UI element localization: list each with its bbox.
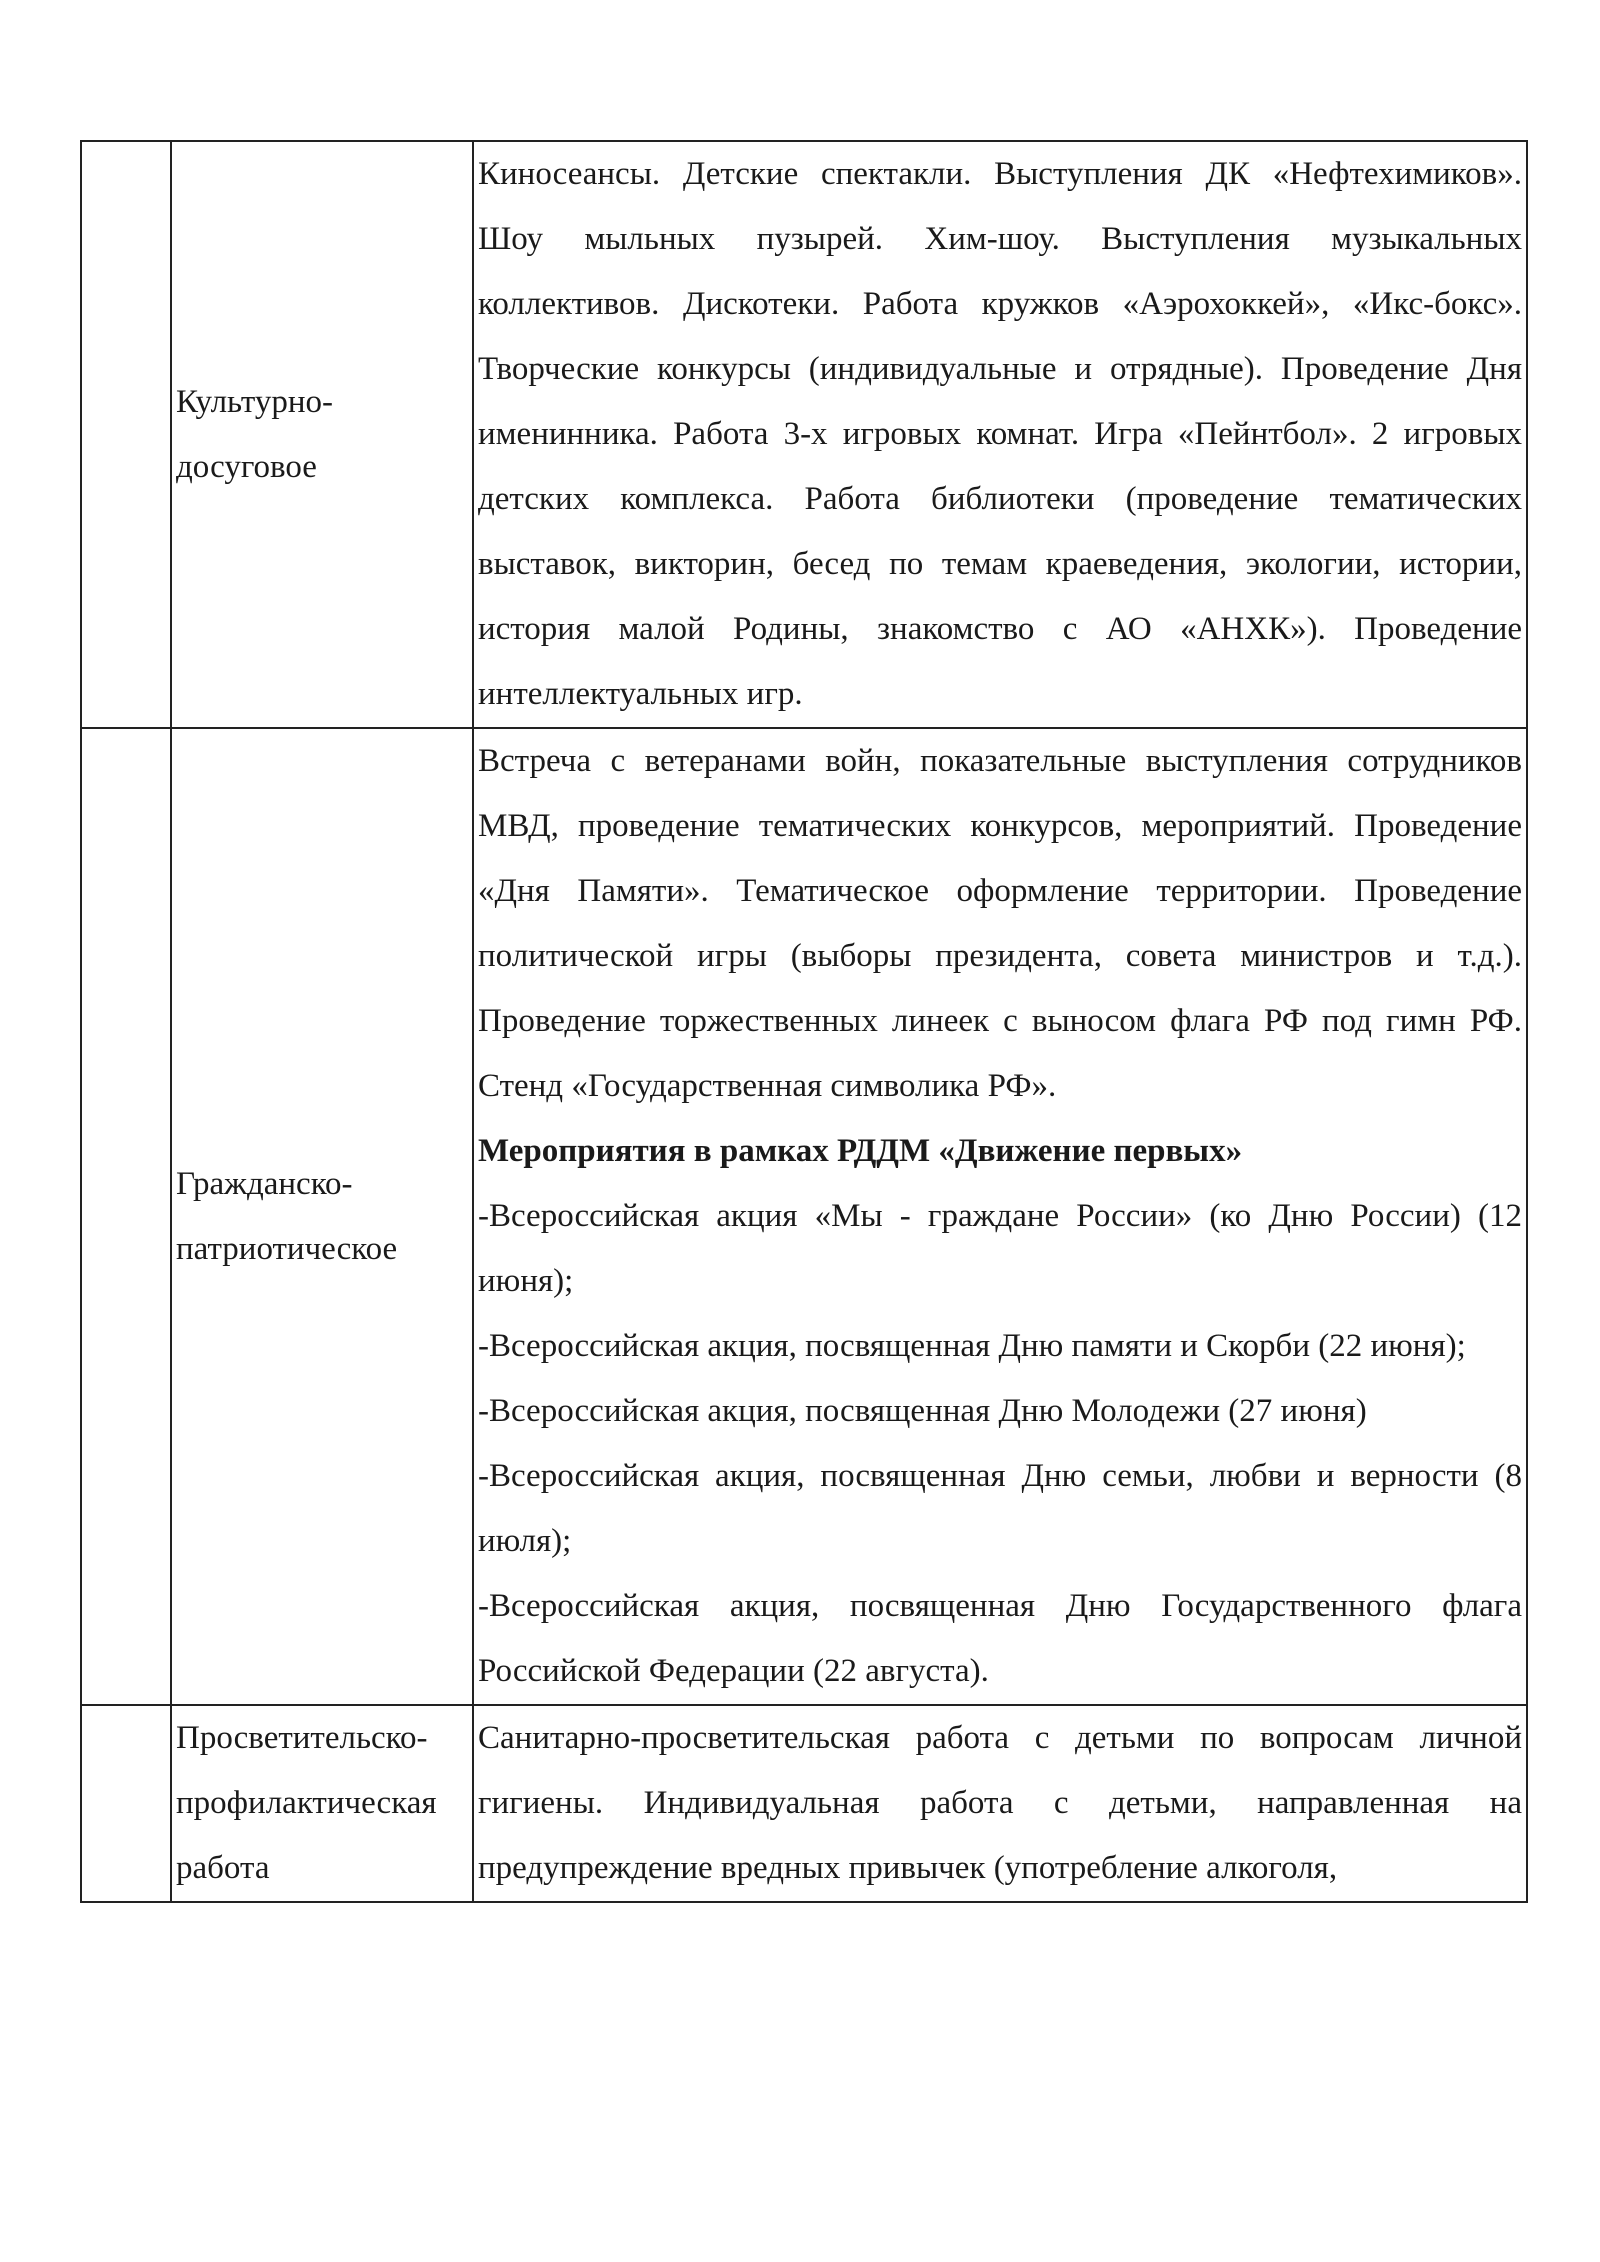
event-item: -Всероссийская акция, посвященная Дню семьи, любви и верности (8 июля); [478,1458,1522,1559]
event-item: -Всероссийская акция, посвященная Дню памяти и Скорби (22 июня); [478,1328,1466,1364]
program-table [80,140,1528,1903]
direction-cell [171,728,473,1705]
description-paragraph: Киносеансы. Детские спектакли. Выступления ДК «Нефтехимиков». Шоу мыльных пузырей. Хим-шоу. Выступления музыкальных коллективов. Дискотеки. Работа кружков «Аэрохоккей», «Икс-бокс». Творческие конкурсы (индивидуальные и отрядные). Проведение Дня именинника. Работа 3-х игровых комнат. Игра «Пейнтбол». 2 игровых детских комплекса. Работа библиотеки (проведение тематических выставок, викторин, бесед по темам краеведения, экологии, истории, история малой Родины, знакомство с АО «АНХК»). Проведение интеллектуальных игр. [478,156,1522,712]
number-cell [81,728,171,1705]
number-cell [81,1705,171,1902]
event-item: -Всероссийская акция, посвященная Дню Молодежи (27 июня) [478,1393,1367,1429]
direction-label: Просветительско-профилактическая работа [176,1720,437,1886]
description-paragraph: Санитарно-просветительская работа с детьми по вопросам личной гигиены. Индивидуальная работа с детьми, направленная на предупреждение вредных привычек (употребление алкоголя, [478,1720,1522,1886]
description-paragraph: Встреча с ветеранами войн, показательные выступления сотрудников МВД, проведение тематических конкурсов, мероприятий. Проведение «Дня Памяти». Тематическое оформление территории. Проведение политической игры (выборы президента, совета министров и т.д.). Проведение торжественных линеек с выносом флага РФ под гимн РФ. Стенд «Государственная символика РФ». [478,743,1522,1104]
event-item: -Всероссийская акция, посвященная Дню Государственного флага Российской Федерации (22 августа). [478,1588,1522,1689]
direction-label: Гражданско-патриотическое [176,1165,398,1267]
direction-cell [171,141,473,728]
table-row-culture [81,141,1527,728]
event-item: -Всероссийская акция «Мы - граждане России» (ко Дню России) (12 июня); [478,1198,1522,1299]
description-cell [473,141,1527,728]
description-cell [473,1705,1527,1902]
description-cell [473,728,1527,1705]
number-cell [81,141,171,728]
direction-cell [171,1705,473,1902]
events-heading: Мероприятия в рамках РДДМ «Движение первых» [478,1133,1243,1169]
table-row-patriotic [81,728,1527,1705]
direction-label: Культурно-досуговое [176,383,333,485]
table-row-prevention [81,1705,1527,1902]
